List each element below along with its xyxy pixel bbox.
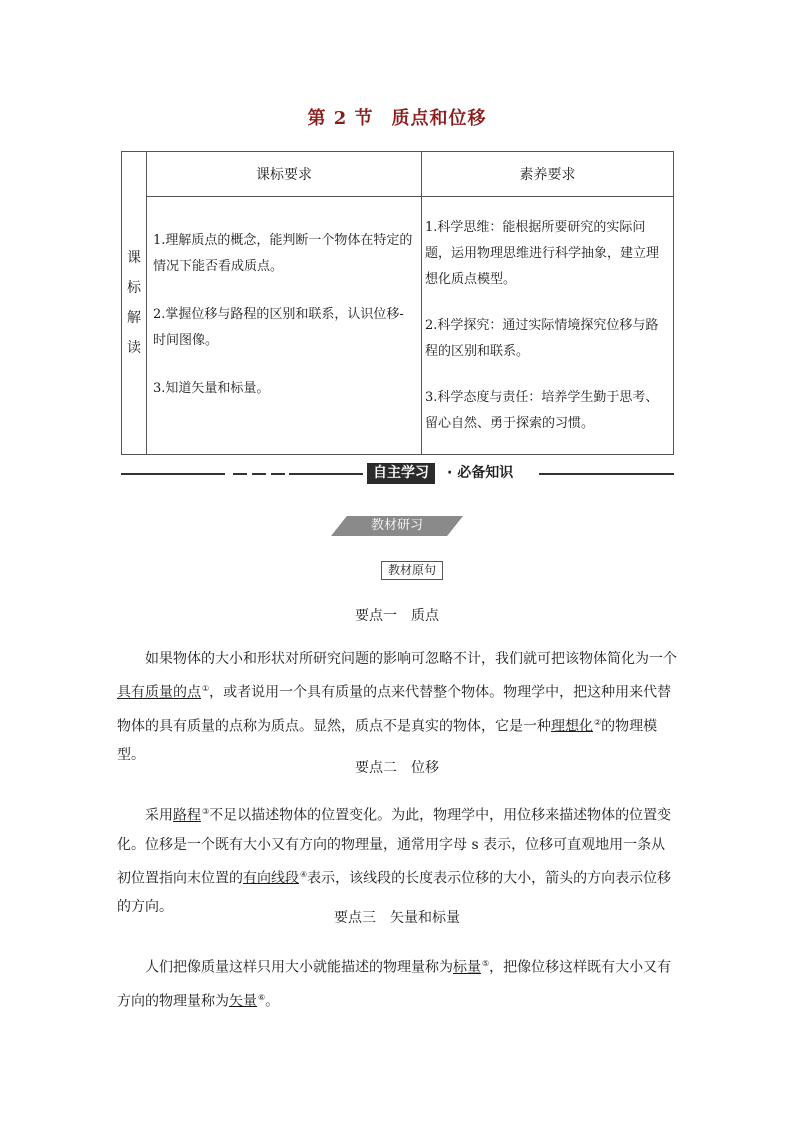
banner-label: 教材研习 [370,518,423,533]
note-marker: ② [594,717,602,727]
curriculum-requirements [147,197,422,455]
key-term: 理想化 [551,718,593,735]
point-topic: 矢量和标量 [390,910,460,926]
point-topic: 位移 [411,760,439,776]
point-number: 要点二 [355,760,397,776]
side-char: 解 [127,310,141,326]
key-term: 有向线段 [243,870,299,887]
point-number: 要点一 [355,608,397,624]
requirement-item: 3.知道矢量和标量。 [153,380,270,396]
point-heading [0,605,794,625]
divider-dash [252,473,266,475]
point-heading [0,757,794,777]
key-term: 路程 [173,807,201,824]
section-label: 自主学习 [367,463,435,484]
key-term: 具有质量的点 [117,684,201,701]
table-header-literacy: 素养要求 [422,152,674,197]
requirement-item: 1.理解质点的概念，能判断一个物体在特定的情况下能否看成质点。 [153,232,413,274]
point-paragraph: 人们把像质量这样只用大小就能描述的物理量称为标量⑤，把像位移这样既有大小又有方向的物理量称为矢量⑥。 [117,959,672,1010]
key-term: 标量 [453,959,481,976]
section-title: 质点和位移 [391,108,487,129]
section-suffix: · 必备知识 [447,465,514,481]
page-title [0,104,794,130]
divider-line [121,473,225,475]
divider-dash [233,473,247,475]
literacy-item: 1.科学思维：能根据所要研究的实际问题，运用物理思维进行科学抽象，建立理想化质点模型。 [425,219,660,287]
key-term: 矢量 [229,993,257,1010]
divider-dash [271,473,285,475]
table-side-label [122,152,147,455]
requirement-item: 2.掌握位移与路程的区别和联系，认识位移-时间图像。 [153,306,404,348]
side-char: 标 [127,280,141,296]
textbook-study-banner [331,516,463,536]
divider-line [539,473,674,475]
literacy-item: 3.科学态度与责任：培养学生勤于思考、留心自然、勇于探索的习惯。 [425,389,659,431]
note-marker: ③ [202,807,210,816]
side-char: 读 [127,340,141,356]
note-marker: ⑤ [482,959,490,968]
divider-line [289,473,363,475]
section-divider [121,462,674,486]
point-heading [0,907,794,927]
point-paragraph: 采用路程③不足以描述物体的位置变化。为此，物理学中，用位移来描述物体的位置变化。位移是一个既有大小又有方向的物理量，通常用字母 s 表示，位移可直观地用一条从初位置指向末位置的有向线段④表示，该线段的长度表示位移的大小，箭头的方向表示位移的方向。 [117,807,672,916]
note-marker: ④ [300,869,308,879]
section-number: 第 2 节 [307,108,374,129]
side-char: 课 [127,250,141,266]
point-paragraph: 如果物体的大小和形状对所研究问题的影响可忽略不计，我们就可把该物体简化为一个具有质量的点①，或者说用一个具有质量的点来代替整个物体。物理学中，把这种用来代替物体的具有质量的点称为质点。显然，质点不是真实的物体，它是一种理想化②的物理模型。 [117,651,677,764]
note-marker: ⑥ [258,992,266,1002]
point-topic: 质点 [411,608,439,624]
literacy-item: 2.科学探究：通过实际情境探究位移与路程的区别和联系。 [425,317,659,359]
table-header-curriculum: 课标要求 [147,152,422,197]
curriculum-table [121,151,674,455]
original-text-tag: 教材原句 [381,561,443,580]
literacy-requirements [422,197,674,455]
note-marker: ① [202,684,210,693]
point-number: 要点三 [334,910,376,926]
